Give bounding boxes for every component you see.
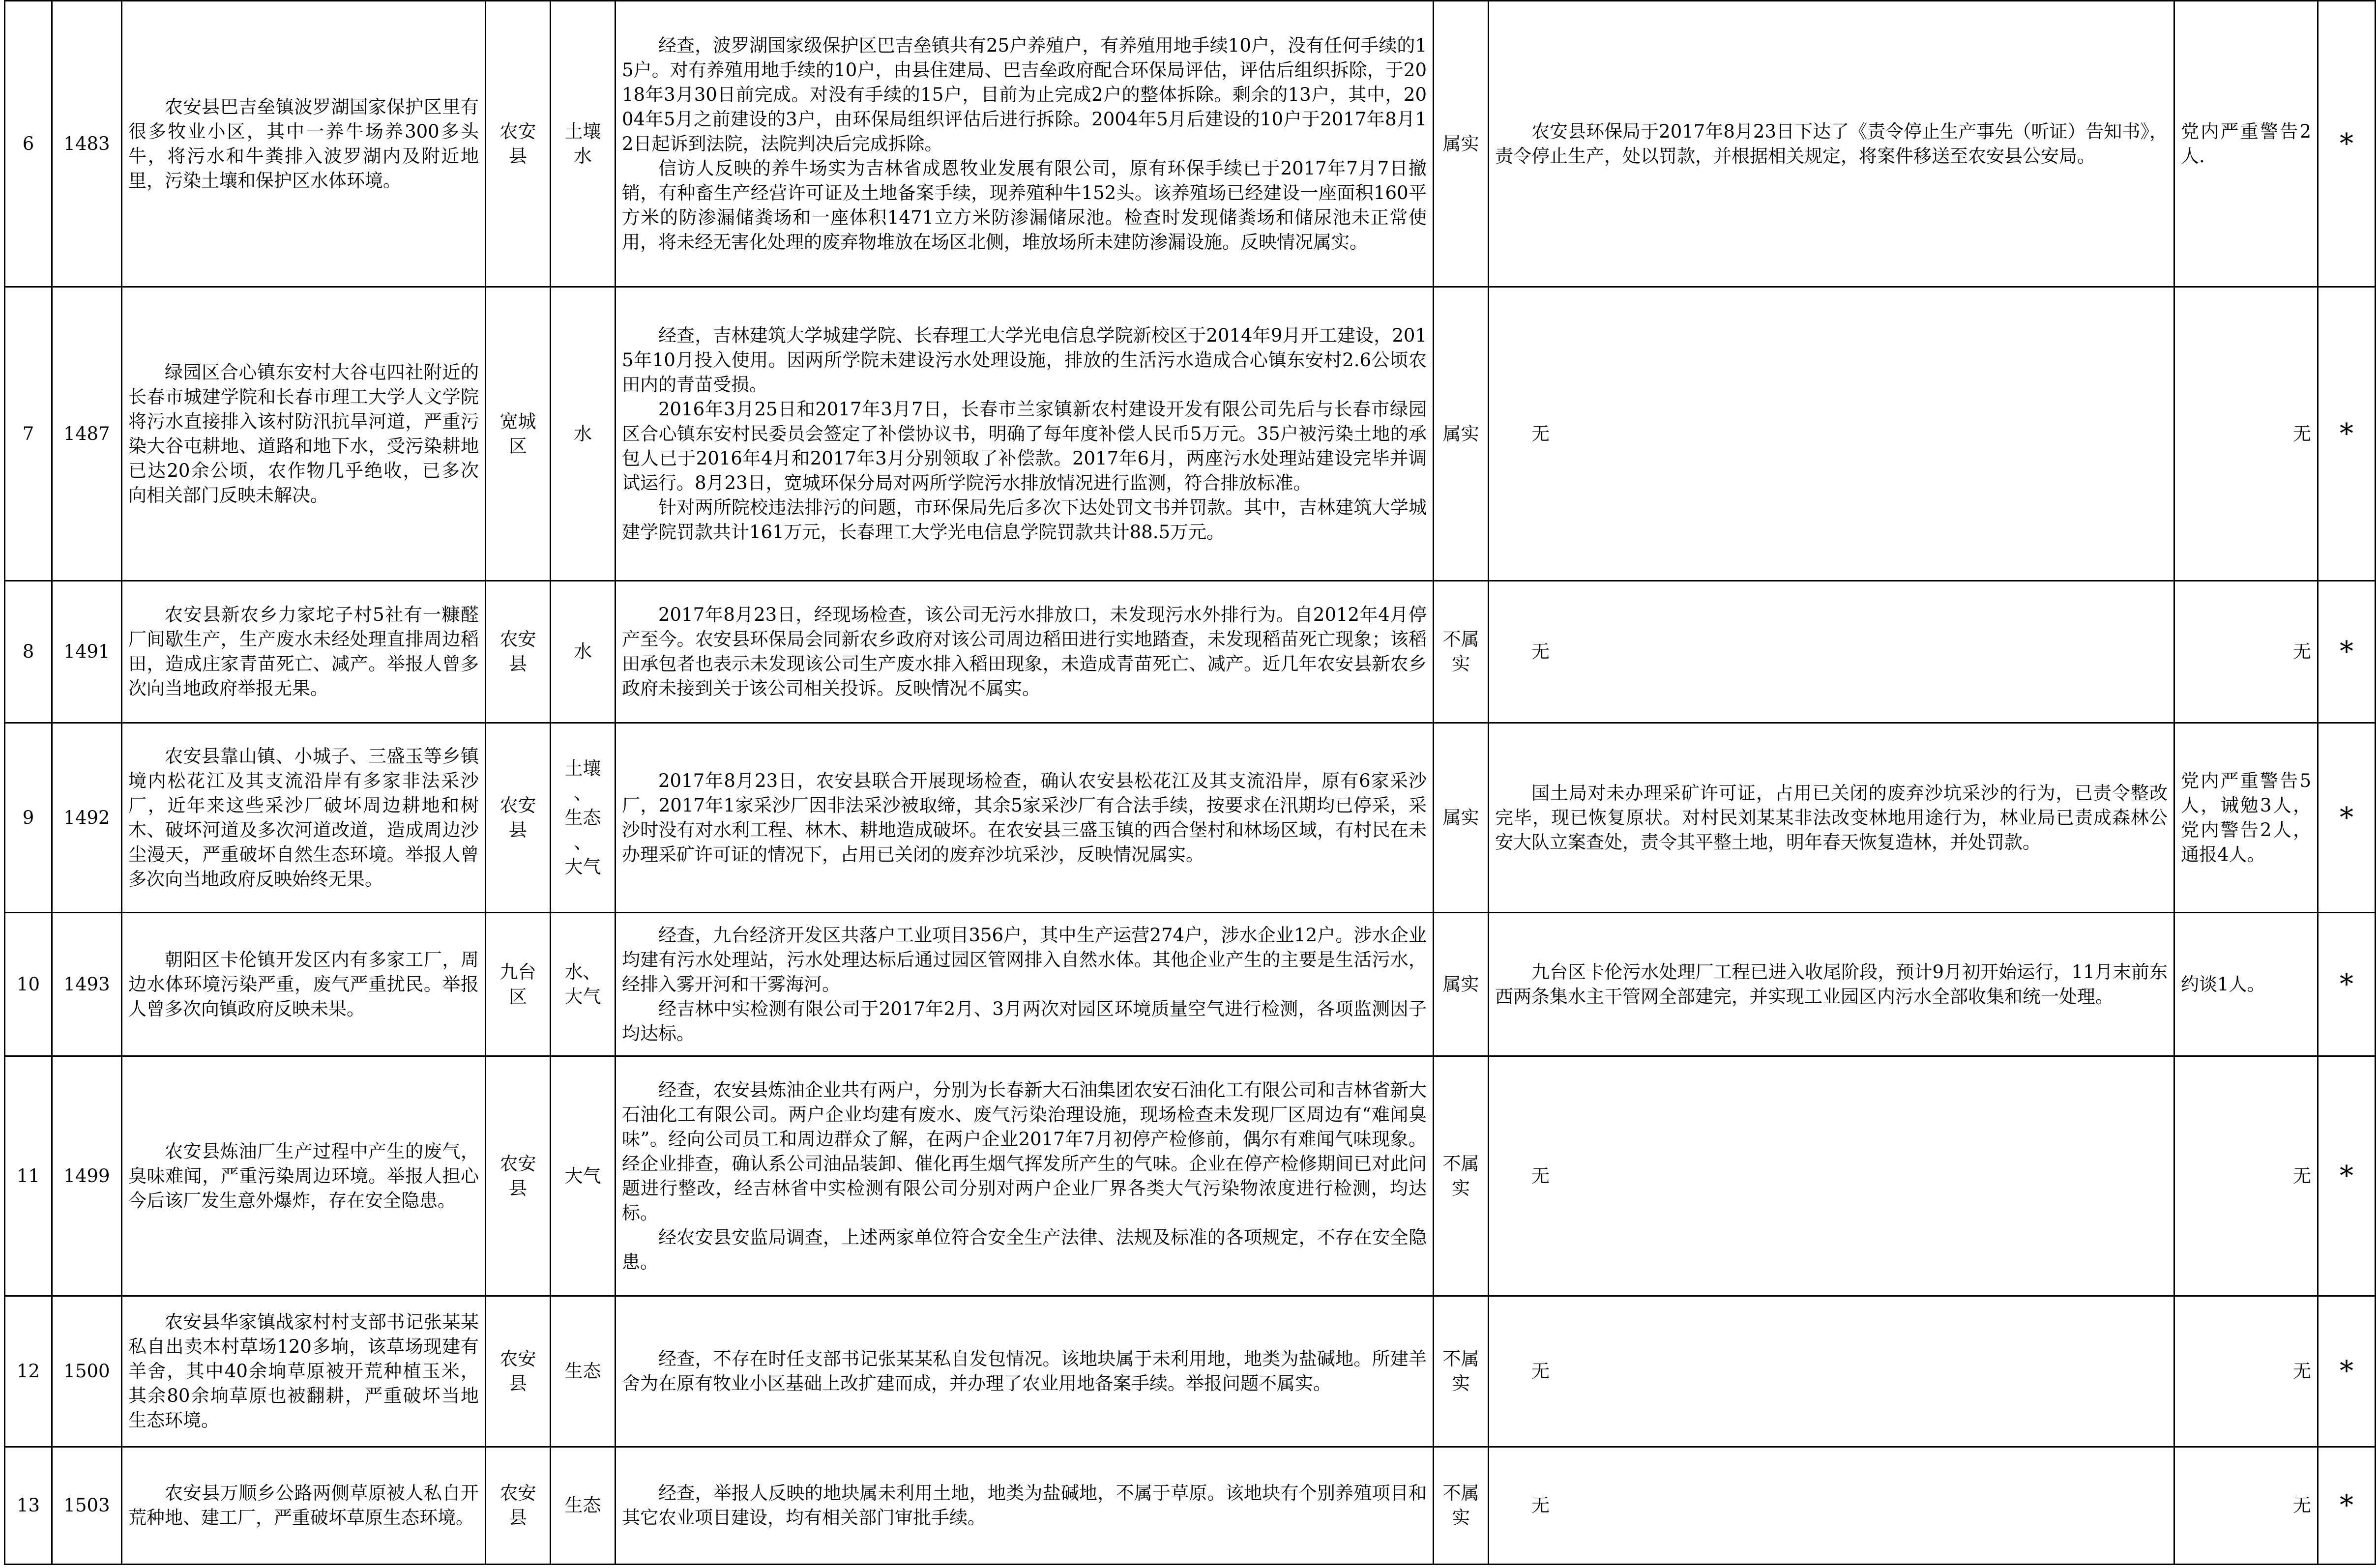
row-seq-cell: 7 [5, 287, 52, 581]
investigation-paragraph: 经查，波罗湖国家级保护区巴吉垒镇共有25户养殖户，有养殖用地手续10户，没有任何手续的15户。对有养殖用地手续的10户，由县住建局、巴吉垒政府配合环保局评估，评估后组织拆除，于2018年3月30日前完成。对没有手续的15户，目前为止完成2户的整体拆除。剩余的13户，其中，2004年5月之前建设的3户，由环保局组织评估后进行拆除。2004年5月后建设的10户于2017年8月12日起诉到法院，法院判决后完成拆除。 [622, 34, 1427, 154]
row-seq-cell: 10 [5, 913, 52, 1056]
investigation-paragraph: 2017年8月23日，农安县联合开展现场检查，确认农安县松花江及其支流沿岸，原有6家采沙厂，2017年1家采沙厂因非法采沙被取缔，其余5家采沙厂有合法手续，按要求在汛期均已停采，采沙时没有对水利工程、林木、耕地造成破坏。在农安县三盛玉镇的西合堡村和林场区域，有村民在未办理采矿许可证的情况下，占用已关闭的废弃沙坑采沙，反映情况属实。 [622, 770, 1427, 865]
row-seq-cell: 8 [5, 581, 52, 723]
case-id-cell: 1493 [52, 913, 122, 1056]
handling-cell [1489, 1056, 2174, 1296]
handling-text: 九台区卡伦污水处理厂工程已进入收尾阶段，预计9月初开始运行，11月末前东西两条集水主干管网全部建完，并实现工业园区内污水全部收集和统一处理。 [1495, 961, 2168, 1007]
complaint-cell [122, 581, 486, 723]
handling-text: 无 [1531, 641, 1550, 662]
handling-cell [1489, 287, 2174, 581]
investigation-cell [616, 287, 1434, 581]
pollution-type-cell: 水 [551, 287, 616, 581]
case-id-cell: 1499 [52, 1056, 122, 1296]
mark-cell: * [2318, 581, 2376, 723]
complaint-cell [122, 1447, 486, 1565]
mark-cell: * [2318, 1, 2376, 287]
investigation-paragraph: 经查，农安县炼油企业共有两户，分别为长春新大石油集团农安石油化工有限公司和吉林省新大石油化工有限公司。两户企业均建有废水、废气污染治理设施，现场检查未发现厂区周边有“难闻臭味”。经向公司员工和周边群众了解，在两户企业2017年7月初停产检修前，偶尔有难闻气味现象。经企业排查，确认系公司油品装卸、催化再生烟气挥发所产生的气味。企业在停产检修期间已对此问题进行整改，经吉林省中实检测有限公司分别对两户企业厂界各类大气污染物浓度进行检测，均达标。 [622, 1079, 1427, 1223]
investigation-paragraph: 经查，举报人反映的地块属未利用土地，地类为盐碱地，不属于草原。该地块有个别养殖项目和其它农业项目建设，均有相关部门审批手续。 [622, 1482, 1427, 1528]
table-body [5, 1, 2376, 1565]
case-id-cell: 1492 [52, 723, 122, 913]
mark-cell: * [2318, 723, 2376, 913]
accountability-cell: 党内严重警告5人，诫勉3人，党内警告2人，通报4人。 [2174, 723, 2318, 913]
table-row [5, 581, 2376, 723]
mark-cell: * [2318, 1056, 2376, 1296]
investigation-cell [616, 913, 1434, 1056]
investigation-cell [616, 1, 1434, 287]
district-cell: 宽城区 [486, 287, 551, 581]
handling-cell [1489, 581, 2174, 723]
investigation-cell [616, 1447, 1434, 1565]
district-cell: 农安县 [486, 1, 551, 287]
case-id-cell: 1500 [52, 1296, 122, 1447]
handling-text: 农安县环保局于2017年8月23日下达了《责令停止生产事先（听证）告知书》，责令停止生产，处以罚款，并根据相关规定，将案件移送至农安县公安局。 [1495, 120, 2168, 167]
investigation-cell [616, 723, 1434, 913]
investigation-cell [616, 1056, 1434, 1296]
pollution-type-cell: 生态 [551, 1296, 616, 1447]
district-cell: 农安县 [486, 1296, 551, 1447]
table-row [5, 287, 2376, 581]
complaint-text: 农安县新农乡力家坨子村5社有一糠醛厂间歇生产，生产废水未经处理直排周边稻田，造成庄家青苗死亡、减产。举报人曾多次向当地政府举报无果。 [128, 604, 479, 699]
complaint-cell [122, 1, 486, 287]
table-row [5, 1447, 2376, 1565]
complaint-cell [122, 1296, 486, 1447]
complaint-table [4, 0, 2376, 1565]
investigation-cell [616, 581, 1434, 723]
case-id-cell: 1487 [52, 287, 122, 581]
district-cell: 农安县 [486, 1447, 551, 1565]
complaint-text: 朝阳区卡伦镇开发区内有多家工厂，周边水体环境污染严重，废气严重扰民。举报人曾多次向镇政府反映未果。 [128, 949, 479, 1019]
handling-text: 无 [1531, 1361, 1550, 1382]
investigation-paragraph: 经农安县安监局调查，上述两家单位符合安全生产法律、法规及标准的各项规定，不存在安全隐患。 [622, 1226, 1427, 1273]
row-seq-cell: 9 [5, 723, 52, 913]
investigation-paragraph: 经查，九台经济开发区共落户工业项目356户，其中生产运营274户，涉水企业12户。涉水企业均建有污水处理站，污水处理达标后通过园区管网排入自然水体。其他企业产生的主要是生活污水，经排入雾开河和干雾海河。 [622, 924, 1427, 995]
pollution-type-cell: 土壤 水 [551, 1, 616, 287]
accountability-cell: 党内严重警告2人. [2174, 1, 2318, 287]
handling-cell [1489, 1, 2174, 287]
verdict-cell: 不属实 [1434, 1296, 1489, 1447]
pollution-type-cell: 土壤 、 生态 、 大气 [551, 723, 616, 913]
handling-text: 无 [1531, 423, 1550, 444]
verdict-cell: 属实 [1434, 913, 1489, 1056]
row-seq-cell: 6 [5, 1, 52, 287]
complaint-text: 农安县巴吉垒镇波罗湖国家保护区里有很多牧业小区，其中一养牛场养300多头牛，将污水和牛粪排入波罗湖内及附近地里，污染土壤和保护区水体环境。 [128, 96, 479, 191]
investigation-paragraph: 经查，不存在时任支部书记张某某私自发包情况。该地块属于未利用地，地类为盐碱地。所建羊舍为在原有牧业小区基础上改扩建而成，并办理了农业用地备案手续。举报问题不属实。 [622, 1348, 1427, 1394]
verdict-cell: 属实 [1434, 723, 1489, 913]
case-id-cell: 1503 [52, 1447, 122, 1565]
mark-cell: * [2318, 1447, 2376, 1565]
complaint-text: 农安县炼油厂生产过程中产生的废气，臭味难闻，严重污染周边环境。举报人担心今后该厂发生意外爆炸，存在安全隐患。 [128, 1140, 479, 1211]
verdict-cell: 属实 [1434, 287, 1489, 581]
case-id-cell: 1483 [52, 1, 122, 287]
mark-cell: * [2318, 1296, 2376, 1447]
mark-cell: * [2318, 913, 2376, 1056]
complaint-cell [122, 913, 486, 1056]
district-cell: 农安县 [486, 581, 551, 723]
handling-cell [1489, 1447, 2174, 1565]
verdict-cell: 不属实 [1434, 1056, 1489, 1296]
table-row [5, 913, 2376, 1056]
verdict-cell: 属实 [1434, 1, 1489, 287]
row-seq-cell: 13 [5, 1447, 52, 1565]
handling-cell [1489, 1296, 2174, 1447]
mark-cell: * [2318, 287, 2376, 581]
table-row [5, 1296, 2376, 1447]
investigation-paragraph: 2017年8月23日，经现场检查，该公司无污水排放口，未发现污水外排行为。自2012年4月停产至今。农安县环保局会同新农乡政府对该公司周边稻田进行实地踏查，未发现稻苗死亡现象；该稻田承包者也表示未发现该公司生产废水排入稻田现象，未造成青苗死亡、减产。近几年农安县新农乡政府未接到关于该公司相关投诉。反映情况不属实。 [622, 604, 1427, 699]
handling-text: 无 [1531, 1495, 1550, 1516]
investigation-paragraph: 2016年3月25日和2017年3月7日，长春市兰家镇新农村建设开发有限公司先后与长春市绿园区合心镇东安村民委员会签定了补偿协议书，明确了每年度补偿人民币5万元。35户被污染土地的承包人已于2016年4月和2017年3月分别领取了补偿款。2017年6月，两座污水处理站建设完毕并调试运行。8月23日，宽城环保分局对两所学院污水排放情况进行监测，符合排放标准。 [622, 398, 1427, 494]
investigation-paragraph: 经吉林中实检测有限公司于2017年2月、3月两次对园区环境质量空气进行检测，各项监测因子均达标。 [622, 998, 1427, 1044]
handling-cell [1489, 913, 2174, 1056]
handling-text: 无 [1531, 1165, 1550, 1187]
row-seq-cell: 12 [5, 1296, 52, 1447]
table-row [5, 1056, 2376, 1296]
table-row [5, 723, 2376, 913]
complaint-text: 农安县靠山镇、小城子、三盛玉等乡镇境内松花江及其支流沿岸有多家非法采沙厂，近年来这些采沙厂破坏周边耕地和树木、破坏河道及多次河道改道，造成周边沙尘漫天，严重破坏自然生态环境。举报人曾多次向当地政府反映始终无果。 [128, 745, 479, 890]
verdict-cell: 不属实 [1434, 1447, 1489, 1565]
row-seq-cell: 11 [5, 1056, 52, 1296]
pollution-type-cell: 大气 [551, 1056, 616, 1296]
investigation-paragraph: 经查，吉林建筑大学城建学院、长春理工大学光电信息学院新校区于2014年9月开工建设，2015年10月投入使用。因两所学院未建设污水处理设施，排放的生活污水造成合心镇东安村2.6公顷农田内的青苗受损。 [622, 324, 1427, 395]
pollution-type-cell: 生态 [551, 1447, 616, 1565]
investigation-paragraph: 针对两所院校违法排污的问题，市环保局先后多次下达处罚文书并罚款。其中，吉林建筑大学城建学院罚款共计161万元，长春理工大学光电信息学院罚款共计88.5万元。 [622, 496, 1427, 543]
handling-text: 国土局对未办理采矿许可证，占用已关闭的废弃沙坑采沙的行为，已责令整改完毕，现已恢复原状。对村民刘某某非法改变林地用途行为，林业局已责成森林公安大队立案查处，责令其平整土地，明年春天恢复造林，并处罚款。 [1495, 782, 2168, 853]
accountability-cell: 约谈1人。 [2174, 913, 2318, 1056]
investigation-paragraph: 信访人反映的养牛场实为吉林省成恩牧业发展有限公司，原有环保手续已于2017年7月7日撤销，有种畜生产经营许可证及土地备案手续，现养殖种牛152头。该养殖场已经建设一座面积160平方米的防渗漏储粪场和一座体积1471立方米防渗漏储尿池。检查时发现储粪场和储尿池未正常使用，将未经无害化处理的废弃物堆放在场区北侧，堆放场所未建防渗漏设施。反映情况属实。 [622, 157, 1427, 253]
case-id-cell: 1491 [52, 581, 122, 723]
table-row [5, 1, 2376, 287]
complaint-cell [122, 1056, 486, 1296]
handling-cell [1489, 723, 2174, 913]
complaint-text: 农安县万顺乡公路两侧草原被人私自开荒种地、建工厂，严重破坏草原生态环境。 [128, 1482, 479, 1528]
accountability-cell: 无 [2174, 1447, 2318, 1565]
complaint-cell [122, 287, 486, 581]
complaint-text: 农安县华家镇战家村村支部书记张某某私自出卖本村草场120多垧，该草场现建有羊舍，其中40余垧草原被开荒种植玉米，其余80余垧草原也被翻耕，严重破坏当地生态环境。 [128, 1311, 479, 1431]
district-cell: 农安县 [486, 723, 551, 913]
pollution-type-cell: 水、 大气 [551, 913, 616, 1056]
district-cell: 九台区 [486, 913, 551, 1056]
district-cell: 农安县 [486, 1056, 551, 1296]
accountability-cell: 无 [2174, 1296, 2318, 1447]
verdict-cell: 不属实 [1434, 581, 1489, 723]
complaint-cell [122, 723, 486, 913]
accountability-cell: 无 [2174, 1056, 2318, 1296]
complaint-text: 绿园区合心镇东安村大谷屯四社附近的长春市城建学院和长春市理工大学人文学院将污水直接排入该村防汛抗旱河道，严重污染大谷屯耕地、道路和地下水，受污染耕地已达20余公顷，农作物几乎绝收，已多次向相关部门反映未解决。 [128, 361, 479, 506]
pollution-type-cell: 水 [551, 581, 616, 723]
accountability-cell: 无 [2174, 581, 2318, 723]
accountability-cell: 无 [2174, 287, 2318, 581]
investigation-cell [616, 1296, 1434, 1447]
